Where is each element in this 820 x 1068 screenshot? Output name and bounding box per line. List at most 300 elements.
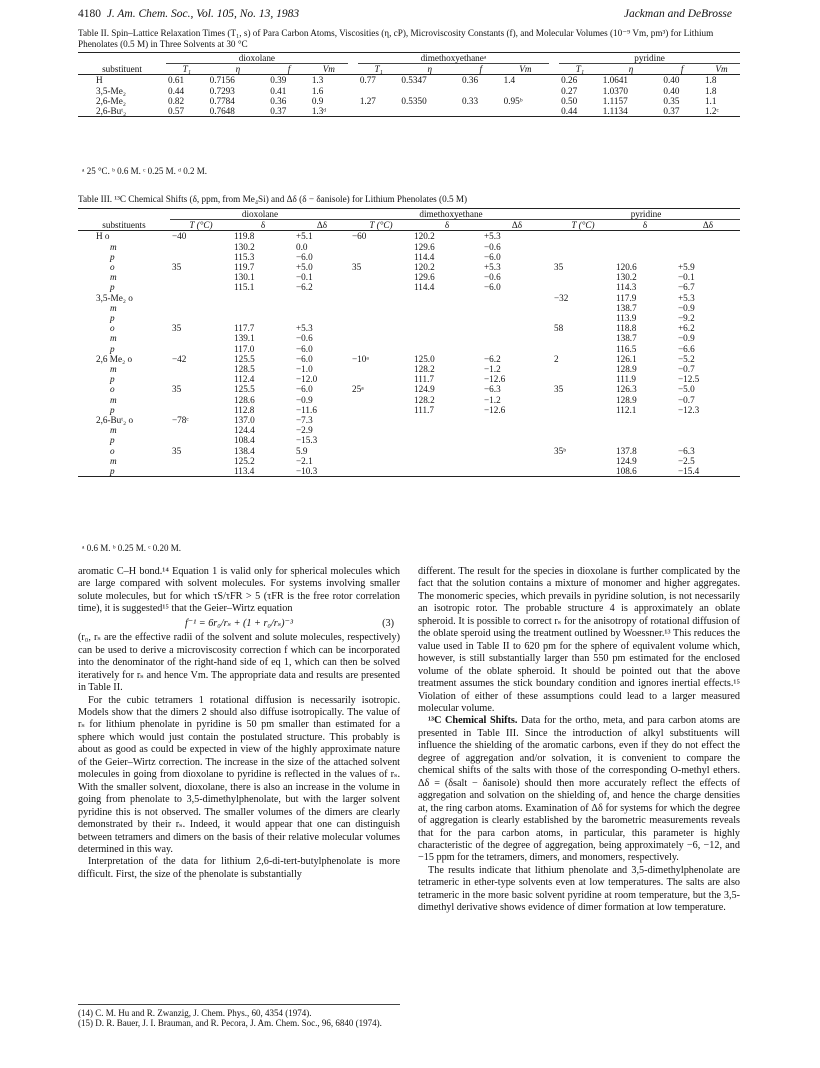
table-cell: 0.39: [270, 75, 287, 86]
table-cell: 0.37: [268, 106, 310, 117]
table-cell: −9.2: [678, 313, 695, 324]
table-cell: [170, 435, 232, 445]
reference-item: (15) D. R. Bauer, J. I. Brauman, and R. Pecora, J. Am. Chem. Soc., 96, 6840 (1974).: [78, 1018, 382, 1029]
table-cell: 1.27: [359, 95, 376, 106]
table-cell: 125.0: [414, 353, 435, 364]
table-cell: [460, 86, 502, 96]
table-cell: [350, 395, 412, 405]
table3-col-header: T (°C): [170, 220, 232, 231]
table-cell: 115.1: [234, 282, 255, 293]
table-cell: −15.4: [676, 466, 740, 477]
table-cell: [170, 456, 232, 466]
table-cell: −6.3: [678, 445, 695, 456]
table-row: [78, 415, 740, 425]
table-cell: 0.0: [296, 241, 308, 252]
table-cell: [170, 313, 232, 323]
table-cell: 0.77: [359, 75, 376, 86]
table3-header-row: [78, 220, 740, 231]
table-cell: [482, 446, 552, 456]
table-cell: −11.6: [296, 404, 317, 415]
table-cell: −2.1: [296, 455, 313, 466]
table-cell: [350, 282, 412, 292]
table-cell: [232, 313, 294, 323]
table2-col-header: f: [460, 64, 502, 75]
table-cell: [482, 333, 552, 343]
table-cell: [614, 242, 676, 252]
table-cell: [614, 425, 676, 435]
table-cell: 35: [172, 384, 182, 395]
table-cell: [552, 242, 614, 252]
row-label: 3,5-Me₂ o: [96, 292, 133, 303]
table-cell: 113.9: [616, 313, 637, 324]
table-cell: −2.9: [296, 425, 313, 436]
table-cell: [552, 231, 614, 242]
table2-group: dimethoxyethaneᵃ: [358, 53, 549, 64]
table2-col-header: η: [399, 64, 460, 75]
table-cell: [676, 415, 740, 425]
table-cell: [552, 344, 614, 354]
table2-col-header: T₁: [358, 64, 400, 75]
row-label: 2,6-Me₂: [96, 95, 126, 106]
table-cell: [170, 293, 232, 303]
table-row: [78, 354, 740, 364]
table3-group: pyridine: [552, 209, 740, 220]
table-cell: −60: [352, 231, 367, 242]
table-cell: 117.9: [616, 292, 637, 303]
table-cell: 125.5: [234, 384, 255, 395]
table-cell: 130.2: [616, 272, 637, 283]
table-cell: [482, 303, 552, 313]
table-cell: [350, 293, 412, 303]
table-cell: 128.2: [414, 364, 435, 375]
table-cell: −12.0: [296, 374, 318, 385]
table-cell: [350, 344, 412, 354]
table-cell: 108.6: [614, 466, 676, 477]
table-cell: 128.5: [234, 364, 255, 375]
table-cell: [552, 456, 614, 466]
table-cell: [552, 435, 614, 445]
table-cell: [232, 303, 294, 313]
table-cell: 111.7: [414, 404, 434, 415]
table3: [78, 208, 740, 477]
table-cell: 1.3: [311, 75, 324, 86]
table-cell: −0.6: [484, 241, 501, 252]
table-cell: [170, 282, 232, 292]
table-cell: −7.3: [296, 415, 313, 426]
table-cell: [482, 456, 552, 466]
table-cell: [676, 425, 740, 435]
table-cell: −15.3: [296, 435, 318, 446]
table-cell: −6.6: [678, 343, 695, 354]
column-gap: [348, 75, 358, 86]
table-cell: 137.8: [616, 445, 637, 456]
body-paragraph: (r₀, rₛ are the effective radii of the solvent and solute molecules, respectively) can be used to derive a microviscosity correction f which can be incorporated into the denominator of the right-hand side of eq 1, which can then be solved iteratively for rₛ and hence Vm. The appropriate data and results are presented in Table II.: [78, 632, 400, 694]
table-cell: 1.0641: [602, 75, 628, 86]
table-cell: 0.26: [561, 75, 578, 86]
table-row: [78, 262, 740, 272]
table-cell: 58: [554, 323, 564, 334]
table-cell: −0.1: [678, 272, 695, 283]
row-label: o: [110, 384, 115, 395]
table2-col-header: f: [661, 64, 703, 75]
table-cell: [552, 415, 614, 425]
table-cell: 0.41: [270, 85, 287, 96]
table-cell: 35: [172, 323, 182, 334]
right-column: [418, 566, 740, 915]
table-cell: [170, 374, 232, 384]
table-cell: [552, 303, 614, 313]
table-cell: 1.0370: [602, 85, 628, 96]
table2-header-row: [78, 64, 740, 75]
table-cell: 120.2: [414, 262, 435, 273]
table-cell: −6.7: [678, 282, 695, 293]
equation-text: f⁻¹ = 6r₀/rₛ + (1 + r₀/rₛ)⁻³: [184, 617, 294, 629]
column-gap: [549, 75, 559, 86]
table-cell: 1.1157: [602, 95, 628, 106]
table-cell: −5.0: [678, 384, 695, 395]
table-cell: −6.0: [484, 282, 501, 293]
table-cell: 129.6: [414, 272, 435, 283]
table-cell: +5.1: [296, 231, 313, 242]
table-row: [78, 323, 740, 333]
table-cell: −0.7: [678, 364, 695, 375]
table-cell: 137.0: [234, 415, 255, 426]
table-cell: 117.0: [234, 343, 255, 354]
table-cell: [170, 303, 232, 313]
table-cell: 115.3: [234, 251, 255, 262]
table3-col-header: substituents: [78, 220, 170, 231]
table-cell: 0.35: [663, 95, 680, 106]
row-label: H o: [96, 231, 110, 242]
table-cell: 0.36: [462, 75, 479, 86]
equation-number: (3): [382, 617, 394, 629]
table-cell: [676, 242, 740, 252]
row-label: m: [110, 272, 117, 283]
table-cell: [552, 282, 614, 292]
table-cell: [350, 466, 412, 477]
table-cell: 35: [172, 262, 182, 273]
table-cell: 35: [554, 262, 564, 273]
table-row: [78, 395, 740, 405]
table-cell: [170, 425, 232, 435]
table2-col-header: η: [208, 64, 269, 75]
table-cell: 119.7: [234, 262, 255, 273]
row-label: m: [110, 241, 117, 252]
table-row: [78, 96, 740, 106]
table-cell: 119.8: [234, 231, 255, 242]
table-cell: [412, 323, 482, 333]
table-cell: [350, 272, 412, 282]
table-cell: 112.1: [616, 404, 637, 415]
table-cell: 114.4: [414, 282, 435, 293]
table-cell: 1.1134: [601, 106, 662, 117]
table-row: [78, 374, 740, 384]
column-gap: [348, 106, 358, 117]
table3-col-header: Δδ: [294, 220, 350, 231]
table-cell: [412, 313, 482, 323]
table-cell: [614, 231, 676, 242]
table-row: [78, 106, 740, 117]
table-cell: [170, 344, 232, 354]
table-cell: [350, 303, 412, 313]
table-cell: 5.9: [296, 445, 308, 456]
table-cell: [170, 272, 232, 282]
table-cell: [412, 415, 482, 425]
table-cell: 114.4: [414, 251, 435, 262]
table-cell: 0.44: [168, 85, 185, 96]
body-paragraph: different. The result for the species in dioxolane is further complicated by the fact that the solution contains a mixture of monomer and higher aggregates. The monomeric species, which prevails in pyridine solution, is not necessarily an isotropic rotor. The probable structure 4 is approximately an oblate spheroid. It is possible to correct rₛ for the anisotropy of rotational diffusion of the oblate speroid using the treatment outlined by Woessner.¹³ This reduces the value used in Table II to 620 pm for the sphere of equivalent volume which, however, is still substantially larger than 550 pm estimated for the enclosed volume of the oblate spheroid. It should be pointed out that the above treatment assumes the stick boundary condition and ignores inertial effects.¹⁵ Violation of either of these assumptions could lead to a larger measured molecular volume.: [418, 566, 740, 714]
table-cell: 125.5: [234, 353, 255, 364]
table-cell: [552, 364, 614, 374]
table2-caption: [78, 28, 740, 50]
references: [78, 1004, 400, 1029]
table-cell: [552, 252, 614, 262]
table-cell: −0.9: [678, 333, 695, 344]
table-cell: [294, 303, 350, 313]
table-cell: 138.4: [234, 445, 255, 456]
table-cell: [350, 323, 412, 333]
table-cell: [482, 323, 552, 333]
table-cell: 0.44: [559, 106, 601, 117]
table-row: [78, 456, 740, 466]
table-cell: 126.3: [616, 384, 637, 395]
table-cell: [412, 446, 482, 456]
table-cell: [460, 106, 502, 117]
table-cell: 0.5347: [401, 75, 427, 86]
table-cell: 1.4: [503, 75, 516, 86]
table-cell: −0.9: [296, 394, 313, 405]
table-cell: [614, 415, 676, 425]
row-label: o: [110, 323, 115, 334]
table-cell: −12.3: [678, 404, 700, 415]
table-cell: −5.2: [678, 353, 695, 364]
table-cell: −78ᶜ: [172, 415, 189, 426]
table-row: [78, 446, 740, 456]
body-paragraph: aromatic C–H bond.¹⁴ Equation 1 is valid only for spherical molecules which are large compared with solvent molecules. For systems involving smaller solute molecules, but for which τS/τFR > 5 (τFR is the free rotor correlation time), it is suggested¹⁵ that the Geier–Wirtz equation: [78, 566, 400, 615]
table-cell: −12.6: [484, 404, 506, 415]
row-label: m: [110, 425, 117, 436]
table-cell: −6.2: [296, 282, 313, 293]
table2: [78, 52, 740, 117]
table-cell: [294, 293, 350, 303]
table-cell: [614, 252, 676, 262]
row-label: 2,6-Buᵗ₂: [78, 106, 166, 117]
table-cell: [350, 425, 412, 435]
table-cell: −6.0: [296, 384, 313, 395]
table-cell: [170, 395, 232, 405]
table-cell: [552, 333, 614, 343]
table-cell: −6.3: [484, 384, 501, 395]
table3-col-header: δ: [412, 220, 482, 231]
table-cell: [232, 293, 294, 303]
table-cell: 113.4: [232, 466, 294, 477]
table-cell: 111.9: [616, 374, 636, 385]
table-cell: 124.9: [616, 455, 637, 466]
table-cell: 1.8: [704, 85, 717, 96]
table-cell: [552, 425, 614, 435]
row-label: o: [110, 445, 115, 456]
table-cell: [676, 231, 740, 242]
table-row: [78, 333, 740, 343]
table-cell: [399, 86, 460, 96]
table-cell: [170, 333, 232, 343]
table-cell: −0.6: [296, 333, 313, 344]
table-cell: [170, 466, 232, 477]
table-cell: −6.0: [484, 251, 501, 262]
table-cell: [552, 313, 614, 323]
table-cell: +6.2: [678, 323, 695, 334]
table-cell: [482, 425, 552, 435]
table-cell: [350, 252, 412, 262]
table-cell: 0.7293: [209, 85, 235, 96]
table2-col-header: η: [601, 64, 662, 75]
table-cell: 129.6: [414, 241, 435, 252]
column-gap: [549, 96, 559, 106]
table-cell: −2.5: [678, 455, 695, 466]
body-paragraph: The results indicate that lithium phenolate and 3,5-dimethylphenolate are tetrameric in ether-type solvents even at low temperatures. The salts are also tetrameric in the more basic solvent pyridine at room temperature, but the 3,5-dimethyl derivative shows evidence of dimer formation at low temperature.: [418, 864, 740, 914]
table-row: [78, 242, 740, 252]
table-cell: −1.2: [484, 364, 501, 375]
table-cell: −10.3: [294, 466, 350, 477]
table-cell: 130.1: [234, 272, 255, 283]
table-cell: 35: [554, 384, 564, 395]
table2-group: pyridine: [559, 53, 740, 64]
row-label: m: [110, 333, 117, 344]
table-row: [78, 303, 740, 313]
reference-item: (14) C. M. Hu and R. Zwanzig, J. Chem. Phys., 60, 4354 (1974).: [78, 1008, 312, 1018]
table-cell: [350, 242, 412, 252]
table3-group: dimethoxyethane: [350, 209, 552, 220]
table2-body: [78, 75, 740, 117]
table-cell: 128.9: [616, 364, 637, 375]
table-cell: [358, 106, 400, 117]
table-cell: −10ᵃ: [352, 353, 369, 364]
table-cell: 0.40: [663, 75, 680, 86]
table-cell: [399, 106, 460, 117]
table-row: [78, 405, 740, 415]
row-label: m: [110, 364, 117, 375]
column-gap: [549, 106, 559, 117]
row-label: p: [110, 313, 115, 324]
table3-col-header: T (°C): [552, 220, 614, 231]
table-cell: 0.95ᵇ: [503, 95, 523, 106]
row-label: H: [96, 75, 103, 86]
table-cell: 1.3ᵈ: [310, 106, 348, 117]
table3-caption-text: ¹³C Chemical Shifts (δ, ppm, from Me₄Si) and Δδ (δ − δanisole) for Lithium Phenolates (0.5 M): [114, 194, 468, 204]
table-cell: 0.33: [462, 95, 479, 106]
table-row: [78, 75, 740, 86]
table-cell: 1.8: [704, 75, 717, 86]
table-cell: +5.3: [484, 231, 501, 242]
table-row: [78, 293, 740, 303]
table-cell: +5.9: [678, 262, 695, 273]
table-cell: [412, 333, 482, 343]
table-cell: [350, 333, 412, 343]
table-cell: 111.7: [414, 374, 434, 385]
table-cell: 0.9: [311, 95, 324, 106]
table-cell: 120.2: [414, 231, 435, 242]
row-label: o: [110, 262, 115, 273]
row-label: m: [110, 394, 117, 405]
table-cell: 138.7: [616, 333, 637, 344]
table-cell: [294, 313, 350, 323]
row-label: p: [110, 374, 115, 385]
table-cell: 35: [352, 262, 362, 273]
table-cell: −0.7: [678, 394, 695, 405]
table3-group: dioxolane: [170, 209, 350, 220]
table3-col-header: Δδ: [676, 220, 740, 231]
table-cell: [482, 344, 552, 354]
row-label: p: [78, 466, 170, 477]
row-label: p: [110, 343, 115, 354]
table-cell: 139.1: [234, 333, 255, 344]
table-cell: [350, 415, 412, 425]
table3-caption: [78, 194, 740, 205]
table-cell: 0.7784: [209, 95, 235, 106]
table-cell: 0.40: [663, 85, 680, 96]
table-cell: [358, 86, 400, 96]
table3-col-header: T (°C): [350, 220, 412, 231]
table3-body: [78, 231, 740, 477]
table3-group-row: [78, 209, 740, 220]
table-cell: −6.0: [296, 343, 313, 354]
table-cell: [676, 435, 740, 445]
table-cell: 0.7156: [209, 75, 235, 86]
journal-name: J. Am. Chem. Soc., Vol. 105, No. 13, 1983: [106, 8, 300, 20]
table-cell: [412, 344, 482, 354]
table-cell: 25ᵃ: [352, 384, 364, 395]
table-cell: [412, 456, 482, 466]
table2-col-header: Vm: [703, 64, 740, 75]
table-cell: −0.9: [678, 302, 695, 313]
table-cell: 124.4: [234, 425, 255, 436]
table2-col-header: T₁: [559, 64, 601, 75]
table-cell: 1.6: [311, 85, 324, 96]
table3-col-header: Δδ: [482, 220, 552, 231]
row-label: 2,6 Me₂ o: [96, 353, 133, 364]
table-cell: [412, 425, 482, 435]
table-row: [78, 282, 740, 292]
table-cell: [412, 293, 482, 303]
row-label: m: [110, 455, 117, 466]
table-cell: 0.5350: [401, 95, 427, 106]
table-cell: 1.2ᶜ: [703, 106, 740, 117]
table-cell: [350, 446, 412, 456]
table-cell: [350, 364, 412, 374]
table-row: [78, 364, 740, 374]
table3-label: Table III.: [78, 194, 113, 204]
table2-group-row: [78, 53, 740, 64]
row-label: 2,6-Buᵗ₂ o: [96, 415, 134, 426]
table2-col-header: f: [268, 64, 310, 75]
table-cell: [482, 313, 552, 323]
table-cell: 128.2: [414, 394, 435, 405]
table-cell: 0.57: [166, 106, 208, 117]
table-cell: −42: [172, 353, 187, 364]
table-cell: [482, 293, 552, 303]
table-cell: [552, 395, 614, 405]
table-cell: 130.2: [234, 241, 255, 252]
table3-footnote: ᵃ 0.6 M. ᵇ 0.25 M. ᶜ 0.20 M.: [82, 543, 182, 553]
column-gap: [348, 96, 358, 106]
table-cell: +5.3: [678, 292, 695, 303]
table-cell: 120.6: [616, 262, 637, 273]
table-cell: [350, 456, 412, 466]
table2-caption-text: Spin–Lattice Relaxation Times (T₁, s) of Para Carbon Atoms, Viscosities (η, cP), Microviscosity Constants (f), and Molecular Volumes (10⁻⁹ Vm, pm³) for Lithium Phenolates (0.5 M) in Three Solvents at 30 °C: [78, 28, 714, 49]
table-cell: 138.7: [616, 302, 637, 313]
table-cell: −12.5: [678, 374, 700, 385]
table-cell: 35: [172, 445, 182, 456]
